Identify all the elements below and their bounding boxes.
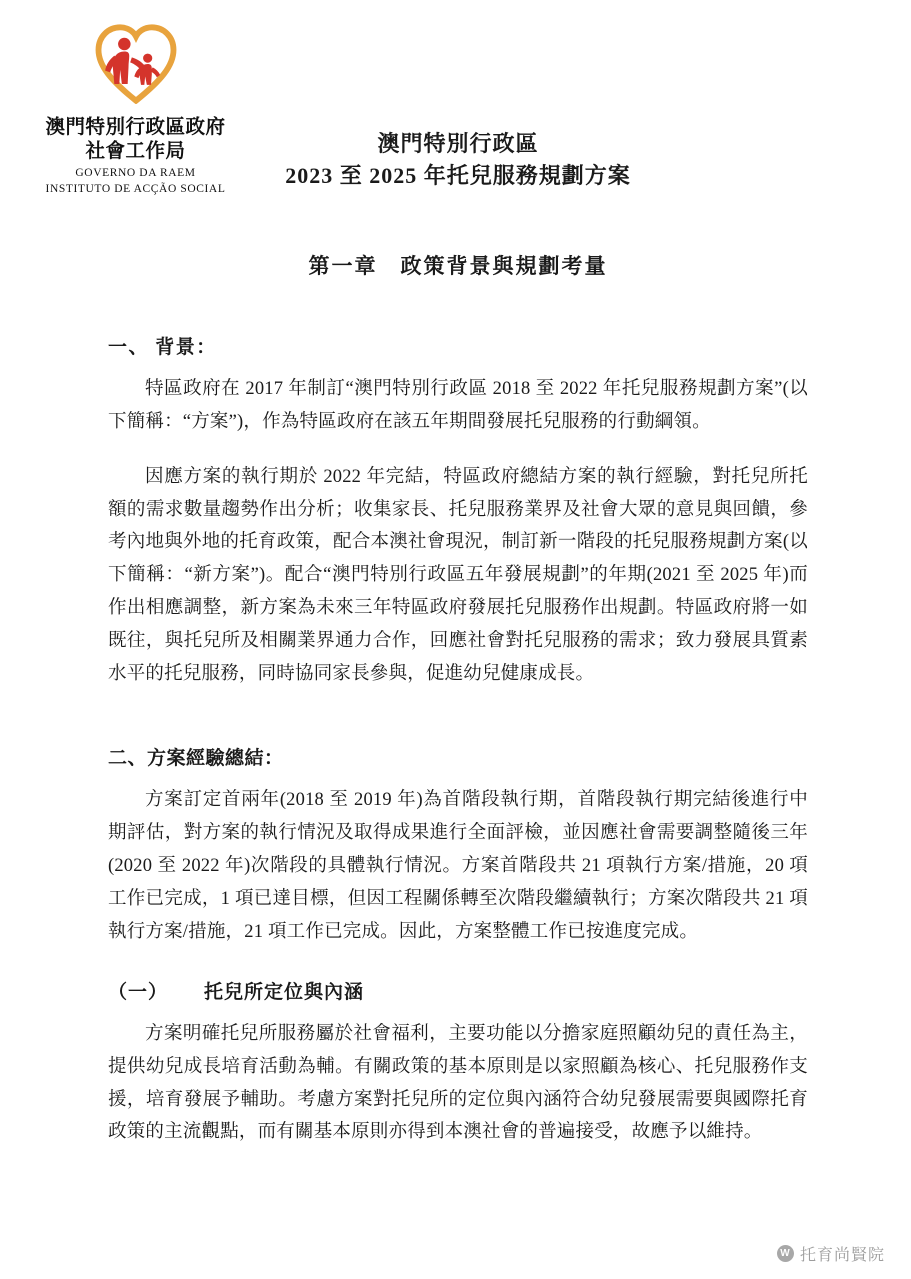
- document-title-line2: 2023 至 2025 年托兒服務規劃方案: [285, 162, 631, 188]
- subsection-heading-positioning: [108, 977, 808, 1004]
- paragraph-background-1: 特區政府在 2017 年制訂“澳門特別行政區 2018 至 2022 年托兒服務規劃方案”(以下簡稱：“方案”)，作為特區政府在該五年期間發展托兒服務的行動綱領。: [108, 378, 808, 432]
- watermark-text: 托育尚賢院: [799, 1247, 885, 1264]
- document-title-line1: 澳門特別行政區: [377, 131, 539, 156]
- paragraph-positioning-1: 方案明確托兒所服務屬於社會福利，主要功能以分擔家庭照顧幼兒的責任為主，提供幼兒成長培育活動為輔。有關政策的基本原則是以家照顧為核心、托兒服務作支援，培育發展予輔助。考慮方案對托兒所的定位與內涵符合幼兒發展需要與國際托育政策的主流觀點，而有關基本原則亦得到本澳社會的普遍接受，故應予以維持。: [108, 1023, 808, 1143]
- heart-family-logo-icon: [94, 24, 178, 104]
- chapter-title: 第一章 政策背景與規劃考量: [308, 253, 608, 278]
- paragraph-summary-1: 方案訂定首兩年(2018 至 2019 年)為首階段執行期，首階段執行期完結後進行中期評估，對方案的執行情況及取得成果進行全面評檢，並因應社會需要調整隨後三年(2020 至 2022 年)次階段的具體執行情況。方案首階段共 21 項執行方案/措施，20 項工作已完成，1 項已達目標，但因工程關係轉至次階段繼續執行；方案次階段共 21 項執行方案/措施，21 項工作已完成。因此，方案整體工作已按進度完成。: [108, 790, 808, 942]
- weibo-icon: W: [777, 1245, 794, 1262]
- section-heading-background: 一、 背景：: [108, 336, 217, 358]
- organization-logo: [61, 22, 211, 112]
- org-name-pt-line1: GOVERNO DA RAEM: [75, 166, 196, 179]
- section-heading-summary: 二、方案經驗總結：: [108, 748, 284, 770]
- paragraph-background-2: 因應方案的執行期於 2022 年完結，特區政府總結方案的執行經驗，對托兒所托額的需求數量趨勢作出分析；收集家長、托兒服務業界及社會大眾的意見與回饋，參考內地與外地的托育政策，配合本澳社會現況，制訂新一階段的托兒服務規劃方案(以下簡稱：“新方案”)。配合“澳門特別行政區五年發展規劃”的年期(2021 至 2025 年)而作出相應調整，新方案為未來三年特區政府發展托兒服務作出規劃。特區政府將一如既往，與托兒所及相關業界通力合作，回應社會對托兒服務的需求；致力發展具質素水平的托兒服務，同時協同家長參與，促進幼兒健康成長。: [108, 466, 808, 685]
- watermark: [777, 1242, 885, 1265]
- org-name-zh-line1: 澳門特別行政區政府: [45, 117, 226, 138]
- org-name-zh-line2: 社會工作局: [85, 140, 186, 162]
- document-body: [108, 128, 808, 1149]
- document-title: [108, 128, 808, 192]
- org-name-pt-line2: INSTITUTO DE ACÇÃO SOCIAL: [45, 182, 226, 195]
- subsection-number: （一）: [108, 981, 169, 1003]
- subsection-title: 托兒所定位與內涵: [204, 981, 365, 1003]
